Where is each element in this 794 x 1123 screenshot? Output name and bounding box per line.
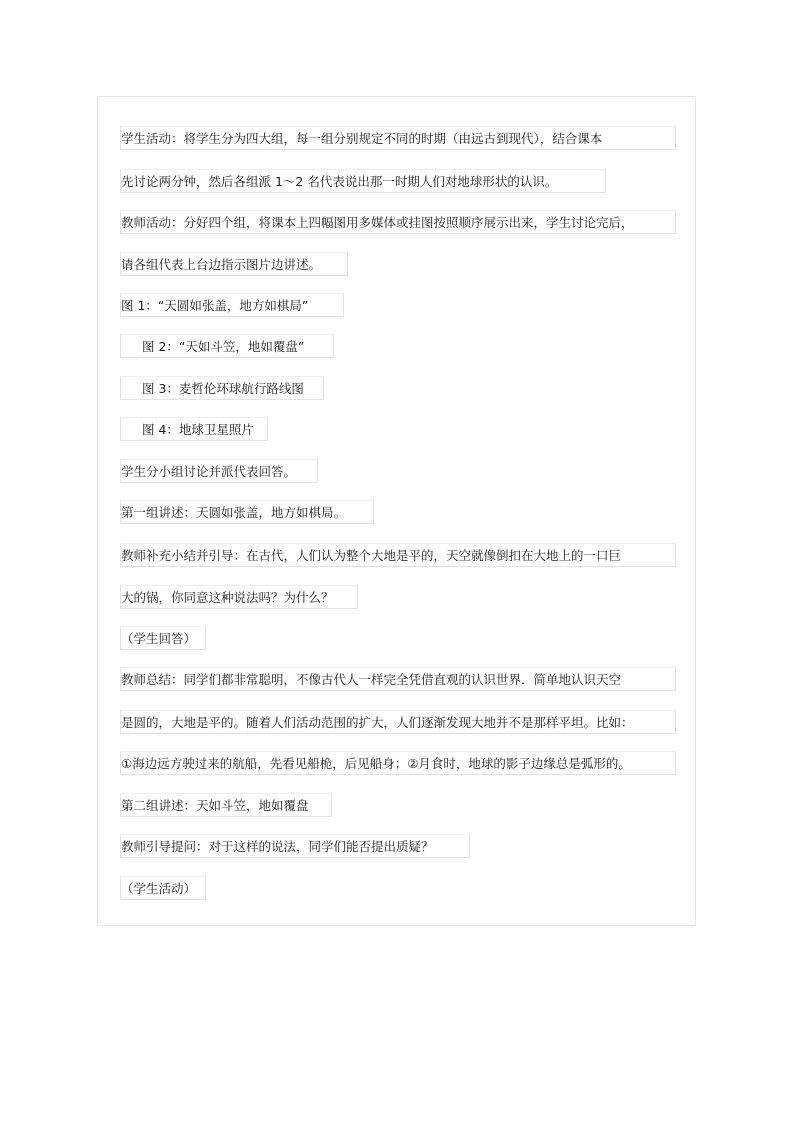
text-line-16: ①海边远方驶过来的航船，先看见船桅，后见船身；②月食时，地球的影子边缘总是弧形的。 xyxy=(120,751,676,775)
text-line-15: 是圆的，大地是平的。随着人们活动范围的扩大，人们逐渐发现大地并不是那样平坦。比如： xyxy=(120,710,676,734)
text-line-17: 第二组讲述：天如斗笠，地如覆盘 xyxy=(120,793,332,817)
text-line-12: 大的锅，你同意这种说法吗？为什么？ xyxy=(120,585,358,609)
text-line-5: 图 1：“天圆如张盖，地方如棋局” xyxy=(120,293,344,317)
text-line-2: 先讨论两分钟，然后各组派 1～2 名代表说出那一时期人们对地球形状的认识。 xyxy=(120,169,606,193)
text-line-9: 学生分小组讨论并派代表回答。 xyxy=(120,459,318,483)
text-line-1: 学生活动：将学生分为四大组，每一组分别规定不同的时期（由远古到现代），结合课本 xyxy=(120,126,676,150)
text-line-14: 教师总结：同学们都非常聪明，不像古代人一样完全凭借直观的认识世界．简单地认识天空 xyxy=(120,667,676,691)
text-line-13: （学生回答） xyxy=(120,626,206,650)
text-line-7: 图 3：麦哲伦环球航行路线图 xyxy=(120,376,324,400)
text-line-3: 教师活动：分好四个组，将课本上四幅图用多媒体或挂图按照顺序展示出来，学生讨论完后， xyxy=(120,210,676,234)
text-line-4: 请各组代表上台边指示图片边讲述。 xyxy=(120,252,348,276)
text-line-10: 第一组讲述：天圆如张盖，地方如棋局。 xyxy=(120,500,374,524)
text-line-18: 教师引导提问：对于这样的说法，同学们能否提出质疑？ xyxy=(120,834,470,858)
text-line-19: （学生活动） xyxy=(120,876,206,900)
text-line-11: 教师补充小结并引导：在古代，人们认为整个大地是平的，天空就像倒扣在大地上的一口巨 xyxy=(120,543,676,567)
text-line-8: 图 4：地球卫星照片 xyxy=(120,417,268,441)
text-line-6: 图 2：“天如斗笠，地如覆盘” xyxy=(120,334,334,358)
